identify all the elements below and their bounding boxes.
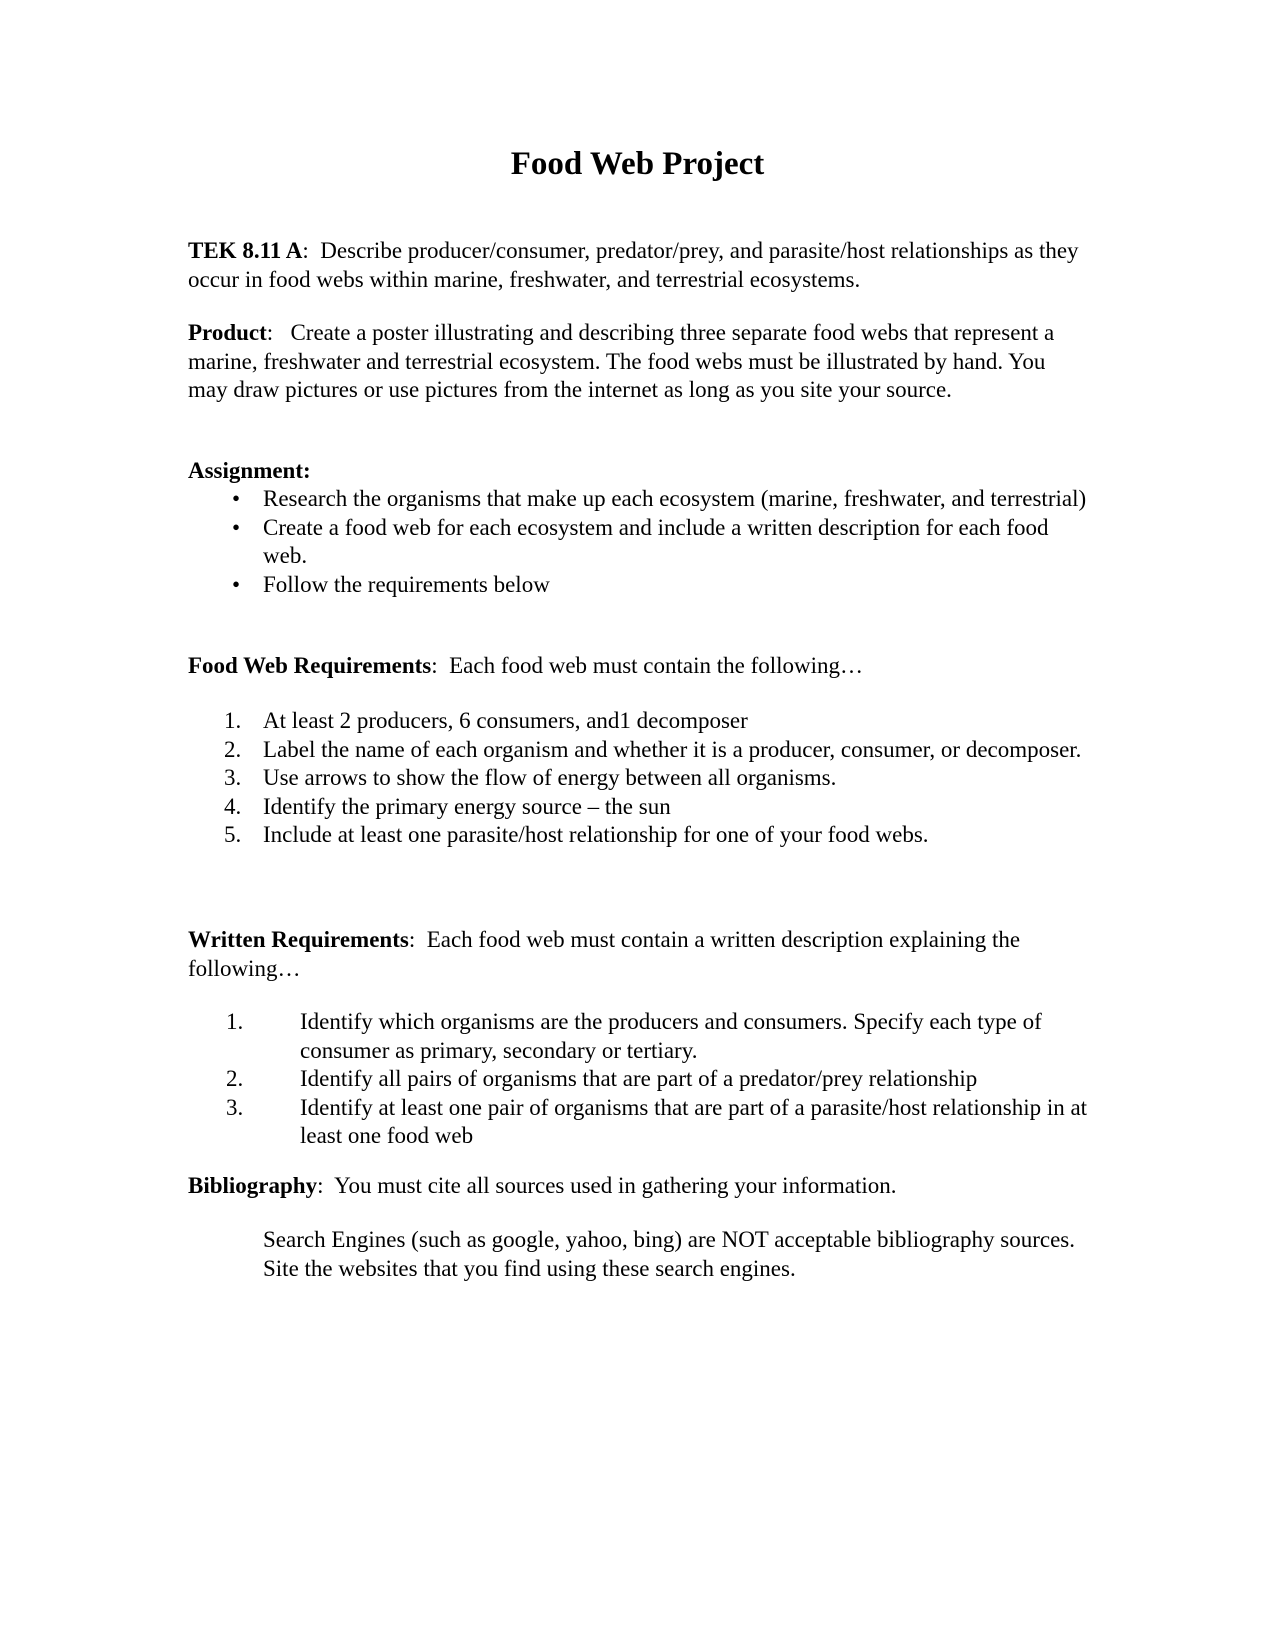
bibliography-paragraph [188, 1172, 1088, 1201]
bullet-icon: • [231, 514, 241, 540]
requirement-item [188, 764, 1088, 793]
requirement-number: 3. [224, 765, 242, 790]
written-requirements-list [188, 1008, 1088, 1151]
written-requirement-number: 3. [226, 1094, 244, 1120]
tek-paragraph [188, 237, 1088, 294]
product-label: Product [188, 320, 267, 345]
product-text: Create a poster illustrating and describing three separate food webs that represent a marine, freshwater and terrestrial ecosystem. The food webs must be illustrated by hand. You may draw pictures or use pictures from the internet as long as you site your source. [188, 320, 1055, 402]
food-web-requirements-list [188, 707, 1088, 850]
written-requirements-label: Written Requirements [188, 927, 409, 952]
written-requirement-item [188, 1065, 1088, 1094]
requirement-text: Use arrows to show the flow of energy between all organisms. [263, 765, 837, 790]
product-paragraph [188, 319, 1088, 405]
bullet-icon: • [231, 486, 241, 511]
written-requirements-intro [188, 926, 1088, 983]
requirement-text: Include at least one parasite/host relationship for one of your food webs. [263, 822, 929, 847]
written-requirement-item [188, 1094, 1088, 1151]
bullet-icon: • [231, 571, 241, 597]
bibliography-note: Search Engines (such as google, yahoo, bing) are NOT acceptable bibliography sources. Site the websites that you find using these search engines. [263, 1227, 1075, 1281]
requirement-item [188, 736, 1088, 765]
tek-text: Describe producer/consumer, predator/prey, and parasite/host relationships as they occur in food webs within marine, freshwater, and terrestrial ecosystems. [188, 238, 1079, 292]
food-web-requirements-text: Each food web must contain the following… [449, 653, 864, 678]
written-requirement-number: 1. [226, 1009, 244, 1034]
requirement-number: 1. [224, 708, 242, 733]
assignment-list [188, 485, 1088, 599]
food-web-requirements-separator: : [431, 653, 450, 678]
bibliography-separator: : [317, 1173, 335, 1198]
written-requirement-text: Identify at least one pair of organisms that are part of a parasite/host relationship in at least one food web [300, 1094, 1088, 1148]
written-requirement-number: 2. [226, 1066, 244, 1091]
requirement-text: Label the name of each organism and whether it is a producer, consumer, or decomposer. [263, 736, 1082, 762]
bibliography-text: You must cite all sources used in gathering your information. [334, 1173, 897, 1198]
assignment-heading [188, 457, 1088, 486]
requirement-item [188, 793, 1088, 822]
assignment-item-text: Create a food web for each ecosystem and include a written description for each food web. [263, 514, 1049, 568]
requirement-item [188, 821, 1088, 850]
bibliography-label: Bibliography [188, 1173, 318, 1198]
written-requirement-item [188, 1008, 1088, 1065]
requirement-number: 4. [224, 793, 242, 819]
food-web-requirements-label: Food Web Requirements [188, 653, 432, 678]
written-requirement-text: Identify which organisms are the producers and consumers. Specify each type of consumer as primary, secondary or tertiary. [300, 1009, 1042, 1063]
requirement-number: 2. [224, 736, 242, 762]
written-requirement-text: Identify all pairs of organisms that are part of a predator/prey relationship [300, 1066, 978, 1091]
page-title: Food Web Project [510, 146, 765, 182]
assignment-item [188, 571, 1088, 600]
assignment-item [188, 485, 1088, 514]
tek-separator: : [302, 238, 321, 263]
assignment-item-text: Research the organisms that make up each ecosystem (marine, freshwater, and terrestrial) [263, 486, 1087, 511]
requirement-number: 5. [224, 822, 242, 847]
written-requirements-text: Each food web must contain a written description explaining the following… [188, 927, 1021, 981]
product-separator: : [266, 320, 291, 345]
tek-label: TEK 8.11 A [188, 238, 303, 263]
assignment-item [188, 514, 1088, 571]
requirement-text: At least 2 producers, 6 consumers, and1 decomposer [263, 708, 748, 733]
written-requirements-separator: : [408, 927, 427, 952]
requirement-text: Identify the primary energy source – the sun [263, 793, 671, 819]
assignment-label: Assignment: [188, 458, 311, 483]
assignment-item-text: Follow the requirements below [263, 571, 550, 597]
food-web-requirements-intro [188, 652, 1088, 681]
requirement-item [188, 707, 1088, 736]
